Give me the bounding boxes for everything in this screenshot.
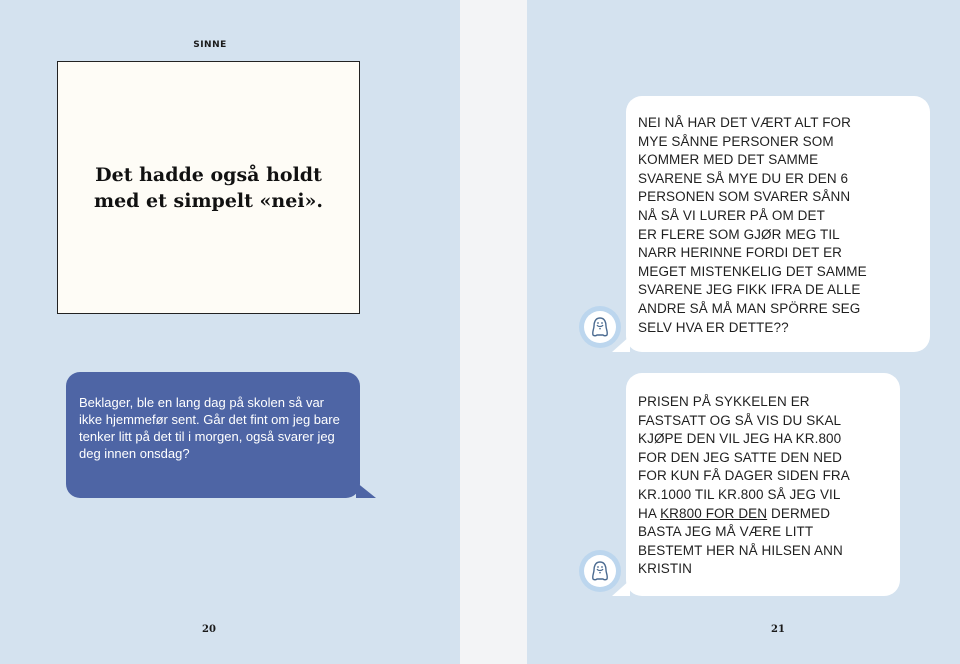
- book-gutter: [460, 0, 527, 664]
- message-2-line: KRISTIN: [638, 561, 692, 577]
- message-bubble-1: [626, 96, 930, 352]
- message-1-line: MEGET MISTENKELIG DET SAMME: [638, 263, 867, 279]
- reply-text: Beklager, ble en lang dag på skolen så var ikke hjemmefør sent. Går det fint om jeg bare tenker litt på det til i morgen, også svarer jeg deg innen onsdag?: [79, 395, 340, 461]
- message-1-line: NÅ SÅ VI LURER PÅ OM DET: [638, 207, 825, 223]
- message-2-line: FOR KUN FÅ DAGER SIDEN FRA: [638, 468, 850, 484]
- message-2-line: BESTEMT HER NÅ HILSEN ANN: [638, 542, 843, 558]
- message-2-line: KR.1000 TIL KR.800 SÅ JEG VIL: [638, 486, 841, 502]
- message-1-line: ER FLERE SOM GJØR MEG TIL: [638, 226, 840, 242]
- page-number-right: 21: [771, 624, 785, 635]
- message-1-line: SELV HVA ER DETTE??: [638, 319, 789, 335]
- message-1-line: MYE SÅNNE PERSONER SOM: [638, 133, 834, 149]
- message-2-line: FASTSATT OG SÅ VIS DU SKAL: [638, 412, 842, 428]
- reply-bubble-tail: [356, 482, 376, 498]
- message-1-line: SVARENE SÅ MYE DU ER DEN 6: [638, 170, 849, 186]
- penguin-avatar-icon: [579, 550, 621, 592]
- message-1-line: ANDRE SÅ MÅ MAN SPÖRRE SEG: [638, 300, 861, 316]
- page-number-left: 20: [202, 624, 216, 635]
- message-bubble-2: [626, 373, 900, 596]
- message-1-line: NEI NÅ HAR DET VÆRT ALT FOR: [638, 115, 851, 130]
- message-2-line: FOR DEN JEG SATTE DEN NED: [638, 449, 843, 465]
- reply-bubble: [66, 372, 360, 498]
- message-2-text-before: [638, 393, 890, 505]
- message-2-underline-line: HA KR800 FOR DEN DERMED: [638, 505, 831, 521]
- chapter-header: SINNE: [193, 40, 227, 50]
- message-1-line: KOMMER MED DET SAMME: [638, 152, 819, 168]
- message-1-line: NARR HERINNE FORDI DET ER: [638, 245, 843, 261]
- message-2-text-after: [638, 523, 890, 579]
- message-2-line: PRISEN PÅ SYKKELEN ER: [638, 394, 810, 409]
- quote-text: Det hadde også holdt med et simpelt «nei».: [93, 163, 324, 212]
- quote-box: [57, 61, 360, 314]
- message-1-text: [638, 114, 920, 337]
- left-page: [0, 0, 460, 664]
- message-1-line: PERSONEN SOM SVARER SÅNN: [638, 189, 851, 205]
- message-2-line: BASTA JEG MÅ VÆRE LITT: [638, 524, 814, 540]
- penguin-avatar-icon: [579, 306, 621, 348]
- message-1-line: SVARENE JEG FIKK IFRA DE ALLE: [638, 282, 861, 298]
- underlined-price: KR800 FOR DEN: [660, 505, 768, 521]
- message-2-line: KJØPE DEN VIL JEG HA KR.800: [638, 431, 842, 447]
